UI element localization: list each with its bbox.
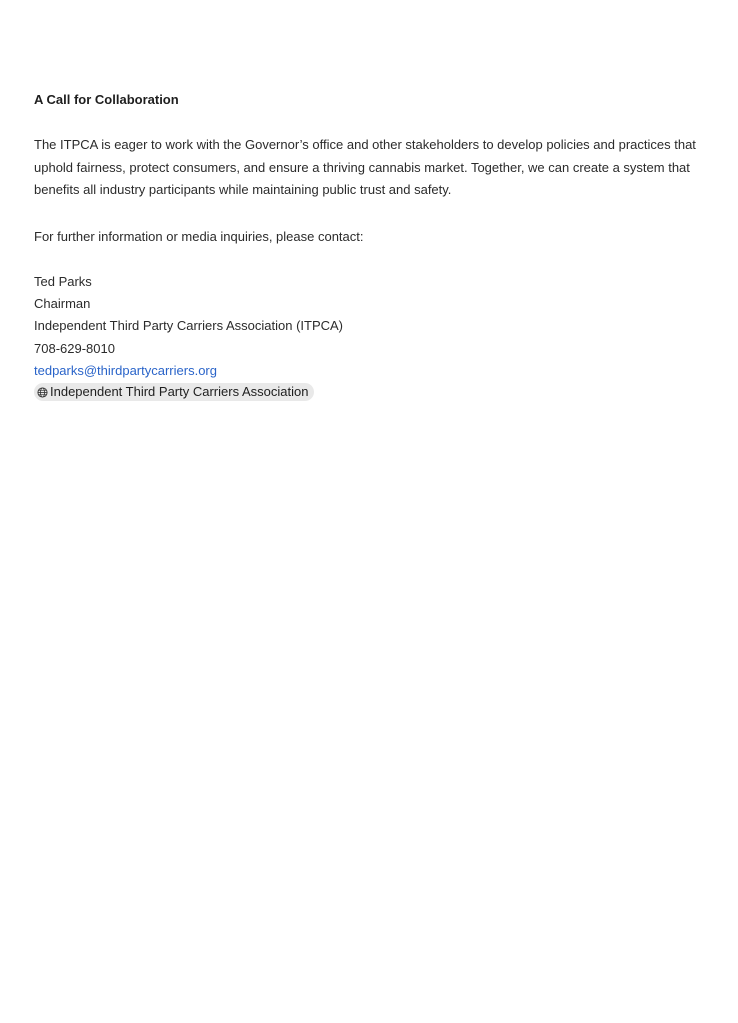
contact-organization: Independent Third Party Carriers Association (ITPCA) <box>34 318 344 334</box>
globe-icon <box>37 387 48 398</box>
contact-prompt: For further information or media inquiries, please contact: <box>34 228 364 244</box>
organization-website-label: Independent Third Party Carriers Association <box>50 384 309 400</box>
contact-email-link[interactable]: tedparks@thirdpartycarriers.org <box>34 362 217 378</box>
contact-title: Chairman <box>34 296 91 312</box>
press-release-section <box>34 90 714 405</box>
contact-block <box>34 271 714 405</box>
contact-phone: 708-629-8010 <box>34 340 115 356</box>
section-heading: A Call for Collaboration <box>34 92 179 107</box>
contact-name: Ted Parks <box>34 274 92 289</box>
organization-website-chip[interactable] <box>34 383 314 401</box>
collaboration-paragraph: The ITPCA is eager to work with the Governor’s office and other stakeholders to develop policies and practices that uphold fairness, protect consumers, and ensure a thriving cannabis market. Together, we can create a system that benefits all industry participants while maintaining public trust and safety. <box>34 137 696 197</box>
